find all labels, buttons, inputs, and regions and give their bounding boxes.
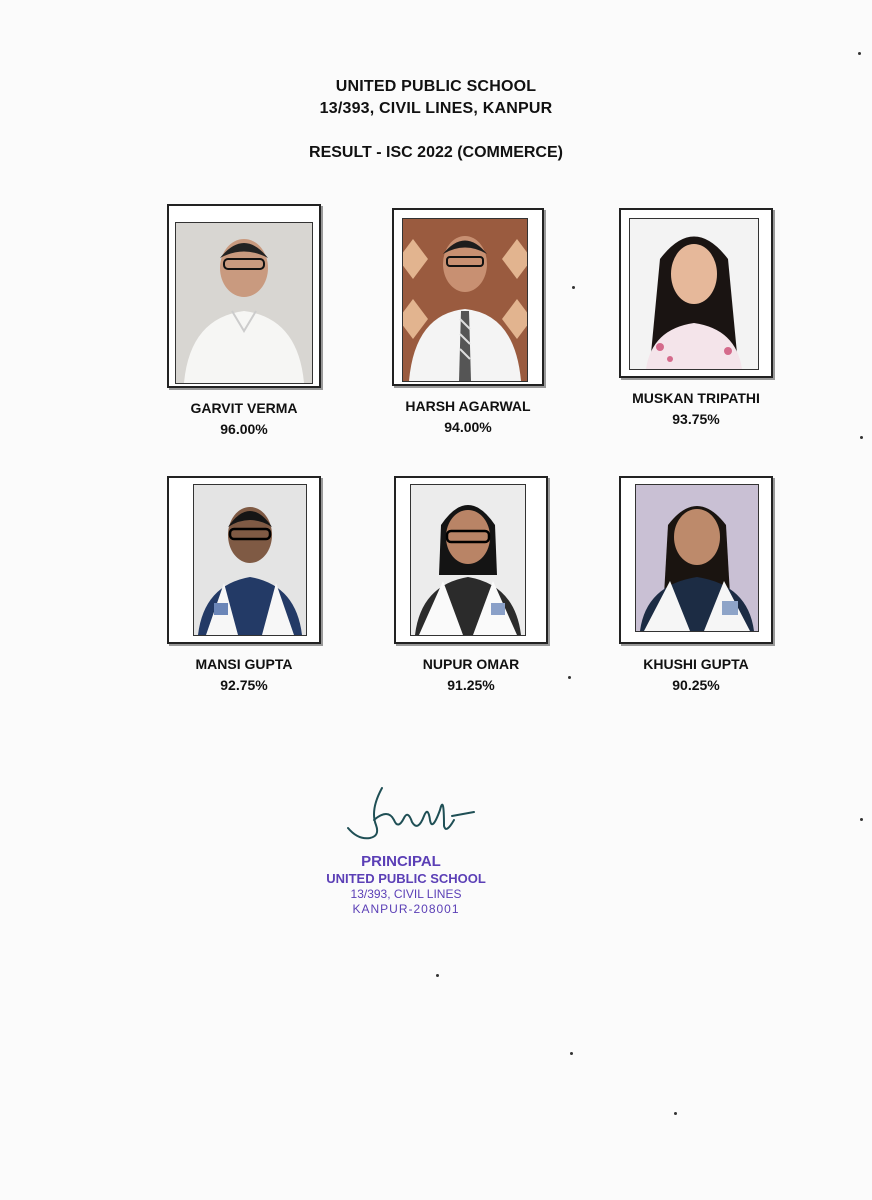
student-percentage: 91.25% bbox=[447, 677, 495, 693]
student-card bbox=[596, 208, 796, 427]
principal-signature bbox=[340, 780, 480, 850]
stamp-address: 13/393, CIVIL LINES bbox=[350, 887, 462, 901]
student-card bbox=[144, 204, 344, 437]
student-card bbox=[368, 208, 568, 435]
photo-frame bbox=[392, 208, 544, 386]
student-name: HARSH AGARWAL bbox=[405, 398, 531, 414]
student-photo bbox=[629, 218, 759, 370]
student-percentage: 90.25% bbox=[672, 677, 720, 693]
scan-speck bbox=[674, 1112, 677, 1115]
stamp-school: UNITED PUBLIC SCHOOL bbox=[326, 871, 486, 886]
principal-stamp bbox=[0, 853, 872, 917]
photo-frame bbox=[619, 476, 773, 644]
scan-speck bbox=[860, 436, 863, 439]
stamp-city: KANPUR-208001 bbox=[352, 902, 460, 916]
student-name: MANSI GUPTA bbox=[195, 656, 293, 672]
student-percentage: 96.00% bbox=[220, 421, 268, 437]
school-address: 13/393, CIVIL LINES, KANPUR bbox=[319, 100, 553, 117]
student-photo bbox=[193, 484, 307, 636]
school-name: UNITED PUBLIC SCHOOL bbox=[335, 78, 537, 95]
student-name: MUSKAN TRIPATHI bbox=[632, 390, 760, 406]
student-percentage: 94.00% bbox=[444, 419, 492, 435]
scan-speck bbox=[436, 974, 439, 977]
photo-frame bbox=[167, 476, 321, 644]
scan-speck bbox=[570, 1052, 573, 1055]
student-photo bbox=[635, 484, 759, 632]
student-percentage: 92.75% bbox=[220, 677, 268, 693]
scan-speck bbox=[860, 818, 863, 821]
photo-frame bbox=[619, 208, 773, 378]
student-percentage: 93.75% bbox=[672, 411, 720, 427]
result-title: RESULT - ISC 2022 (COMMERCE) bbox=[309, 144, 563, 161]
student-photo bbox=[175, 222, 313, 384]
student-photo bbox=[402, 218, 528, 382]
scan-speck bbox=[568, 676, 571, 679]
student-name: NUPUR OMAR bbox=[422, 656, 520, 672]
scan-speck bbox=[572, 286, 575, 289]
stamp-title: PRINCIPAL bbox=[361, 853, 441, 870]
student-name: GARVIT VERMA bbox=[190, 400, 298, 416]
student-card bbox=[596, 476, 796, 693]
photo-frame bbox=[394, 476, 548, 644]
photo-frame bbox=[167, 204, 321, 388]
student-name: KHUSHI GUPTA bbox=[643, 656, 749, 672]
student-photo bbox=[410, 484, 526, 636]
student-card bbox=[371, 476, 571, 693]
document-header bbox=[0, 76, 872, 162]
student-card bbox=[144, 476, 344, 693]
scan-speck bbox=[858, 52, 861, 55]
